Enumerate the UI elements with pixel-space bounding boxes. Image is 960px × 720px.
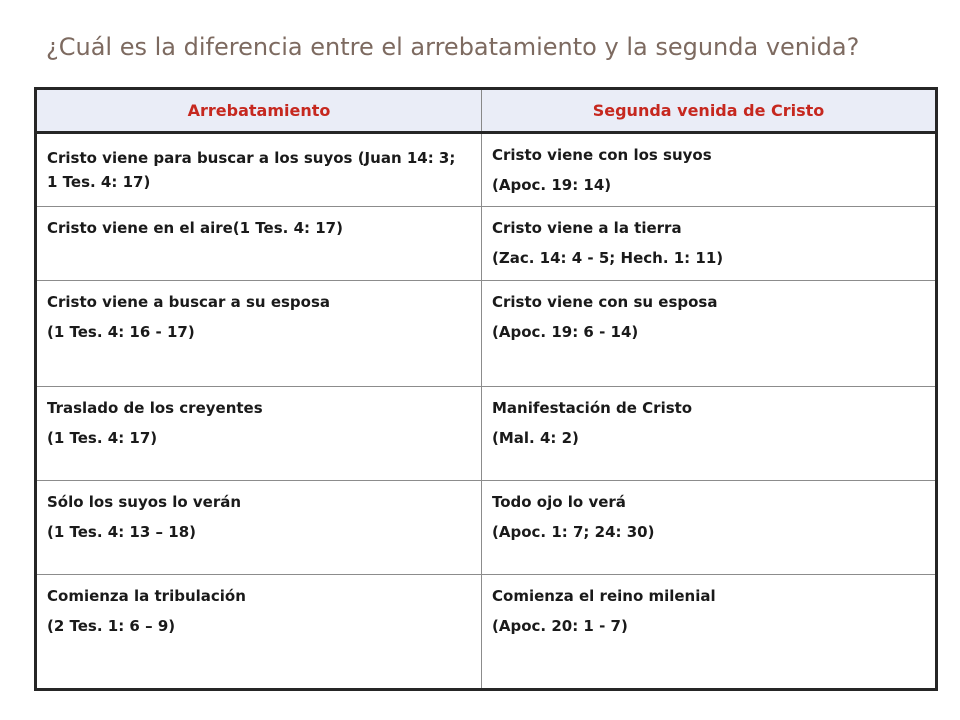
table-row: [36, 387, 937, 481]
cell-text: Cristo viene para buscar a los suyos (Juan 14: 3; 1 Tes. 4: 17): [47, 149, 456, 191]
cell-arrebatamiento: [36, 387, 482, 481]
header-segunda-venida: Segunda venida de Cristo: [482, 89, 937, 133]
cell-text: Cristo viene a buscar a su esposa: [47, 293, 331, 311]
cell-segunda-venida: [482, 387, 937, 481]
cell-text: Cristo viene con su esposa: [492, 293, 718, 311]
cell-segunda-venida: [482, 481, 937, 575]
cell-text: Todo ojo lo verá: [492, 493, 626, 511]
cell-segunda-venida: [482, 207, 937, 281]
cell-reference: (Apoc. 20: 1 - 7): [492, 617, 628, 635]
cell-arrebatamiento: [36, 207, 482, 281]
cell-reference: (2 Tes. 1: 6 – 9): [47, 617, 176, 635]
cell-arrebatamiento: [36, 281, 482, 387]
table-row: [36, 281, 937, 387]
table-row: [36, 575, 937, 690]
cell-reference: (Apoc. 1: 7; 24: 30): [492, 523, 655, 541]
cell-arrebatamiento: [36, 575, 482, 690]
cell-text: Comienza la tribulación: [47, 587, 246, 605]
comparison-table: [34, 87, 938, 691]
cell-text: Cristo viene con los suyos: [492, 146, 712, 164]
cell-reference: (Apoc. 19: 6 - 14): [492, 323, 639, 341]
cell-reference: (Zac. 14: 4 - 5; Hech. 1: 11): [492, 249, 724, 267]
cell-text: Cristo viene en el aire(1 Tes. 4: 17): [47, 219, 343, 237]
table-row: [36, 481, 937, 575]
cell-reference: (1 Tes. 4: 17): [47, 429, 158, 447]
table-row: [36, 133, 937, 207]
slide-title: ¿Cuál es la diferencia entre el arrebatamiento y la segunda venida?: [46, 33, 860, 61]
cell-text: Sólo los suyos lo verán: [47, 493, 242, 511]
cell-text: Manifestación de Cristo: [492, 399, 693, 417]
cell-segunda-venida: [482, 575, 937, 690]
cell-segunda-venida: [482, 133, 937, 207]
cell-reference: (1 Tes. 4: 13 – 18): [47, 523, 196, 541]
cell-segunda-venida: [482, 281, 937, 387]
cell-text: Comienza el reino milenial: [492, 587, 716, 605]
cell-reference: (Apoc. 19: 14): [492, 176, 612, 194]
cell-arrebatamiento: [36, 481, 482, 575]
cell-text: Traslado de los creyentes: [47, 399, 263, 417]
table-header-row: [36, 89, 937, 133]
cell-reference: (Mal. 4: 2): [492, 429, 579, 447]
header-arrebatamiento: Arrebatamiento: [36, 89, 482, 133]
table-row: [36, 207, 937, 281]
cell-arrebatamiento: [36, 133, 482, 207]
cell-reference: (1 Tes. 4: 16 - 17): [47, 323, 195, 341]
cell-text: Cristo viene a la tierra: [492, 219, 682, 237]
